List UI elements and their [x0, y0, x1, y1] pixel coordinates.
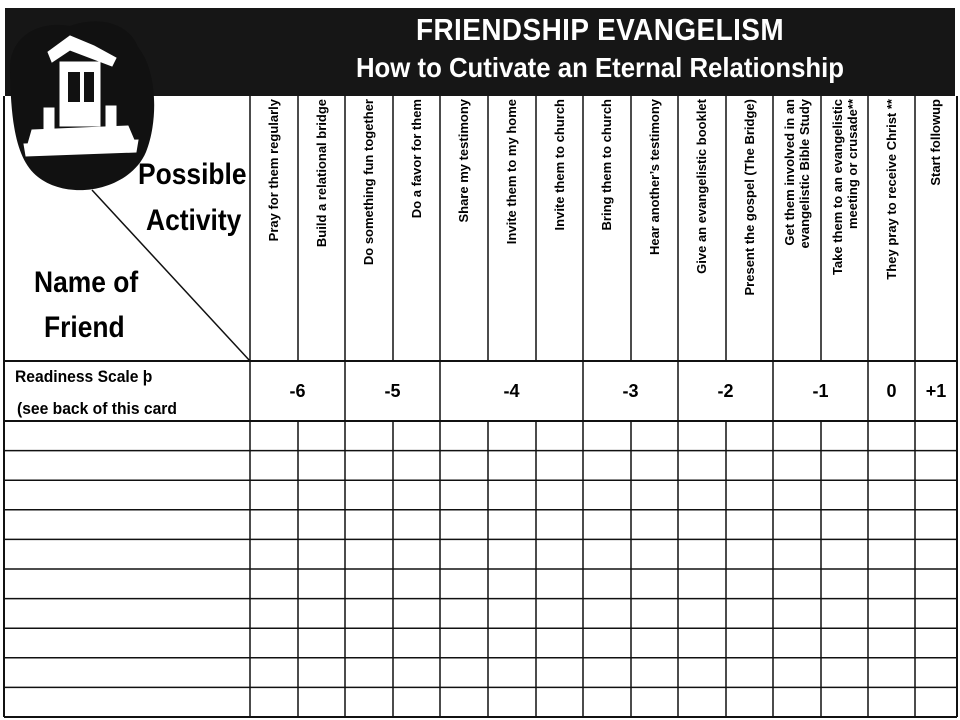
church-logo-icon — [8, 12, 158, 194]
activity-header — [743, 99, 767, 349]
activity-label: Bring them to church — [599, 99, 614, 231]
activity-label: Do something fun together — [361, 99, 376, 266]
activity-label: Share my testimony — [456, 99, 471, 223]
activity-label: meeting or crusade** — [844, 99, 860, 230]
activity-header — [315, 99, 339, 349]
scale-value: 0 — [886, 381, 897, 401]
activity-header — [505, 99, 529, 349]
possible-activity-label-2: Activity — [146, 204, 242, 237]
scale-value: -4 — [503, 381, 520, 401]
scale-value: -3 — [622, 381, 639, 401]
activity-header — [457, 99, 481, 349]
name-of-friend-label: Name of — [34, 266, 139, 299]
activity-label: evangelistic Bible Study — [797, 99, 812, 249]
activity-header — [885, 99, 909, 349]
name-of-friend-label-2: Friend — [44, 311, 125, 344]
activity-label: Give an evangelistic booklet — [694, 99, 709, 274]
activity-header — [267, 99, 291, 349]
activity-header — [830, 99, 860, 349]
activity-header — [600, 99, 624, 349]
scale-value: -6 — [289, 381, 306, 401]
activity-label: Do a favor for them — [408, 99, 424, 219]
readiness-scale-note: (see back of this card — [17, 399, 177, 418]
activity-label: Start followup — [928, 99, 943, 186]
activity-label: Take them to an evangelistic — [829, 99, 845, 276]
scale-value: -1 — [812, 381, 829, 401]
scale-value: +1 — [925, 381, 947, 401]
activity-label: Hear another’s testimony — [646, 99, 662, 256]
activity-label: Get them involved in an — [782, 99, 797, 246]
activity-label: Invite them to church — [551, 99, 567, 231]
activity-header — [648, 99, 672, 349]
possible-activity-label: Possible — [138, 158, 247, 191]
activity-header — [362, 99, 386, 349]
activity-label: Invite them to my home — [504, 99, 519, 245]
card-subtitle: How to Cutivate an Eternal Relationship — [355, 52, 845, 83]
activity-header — [929, 99, 953, 349]
activity-label: They pray to receive Christ ** — [883, 99, 899, 280]
activity-label: Pray for them regularly — [266, 99, 281, 242]
activity-header — [553, 99, 577, 349]
activity-header — [410, 99, 434, 349]
activity-label: Present the gospel (The Bridge) — [741, 99, 757, 296]
scale-value: -5 — [384, 381, 401, 401]
card-title: FRIENDSHIP EVANGELISM — [415, 12, 785, 47]
scale-value: -2 — [717, 381, 734, 401]
readiness-scale-label: Readiness Scale þ — [15, 367, 153, 386]
activity-header — [695, 99, 719, 349]
activity-header — [782, 99, 812, 349]
activity-label: Build a relational bridge — [313, 99, 329, 248]
